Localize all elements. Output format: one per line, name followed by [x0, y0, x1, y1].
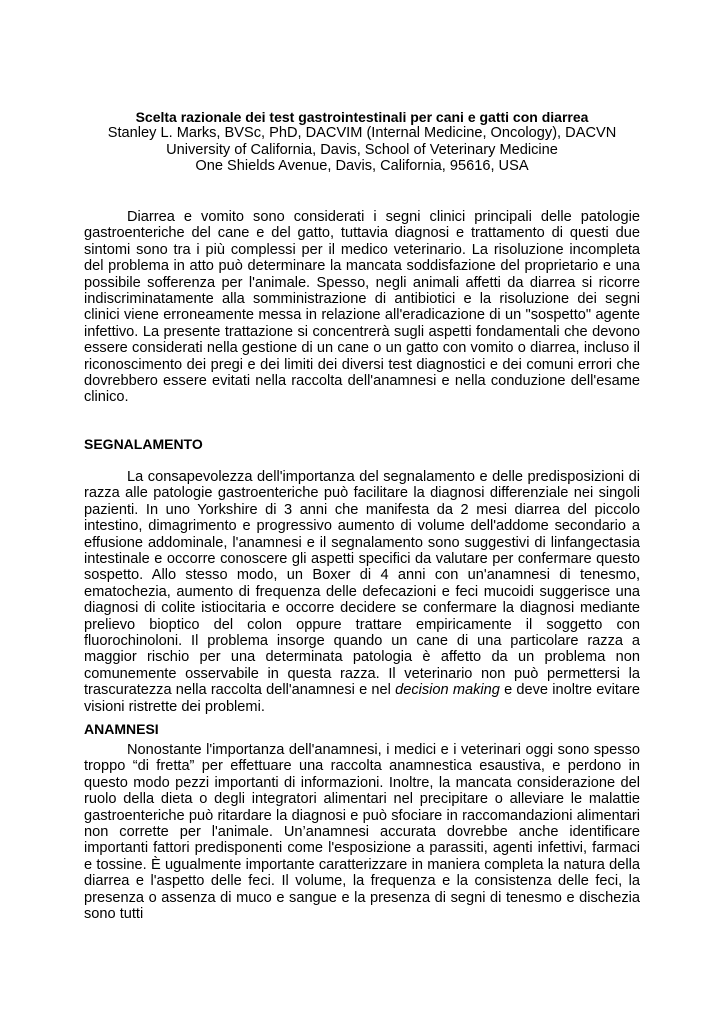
segnalamento-paragraph	[84, 469, 640, 715]
affiliation-line: University of California, Davis, School of Veterinary Medicine	[166, 141, 558, 158]
segnalamento-emphasis: decision making	[395, 682, 500, 699]
address-line: One Shields Avenue, Davis, California, 95616, USA	[195, 158, 529, 175]
anamnesi-paragraph: Nonostante l'importanza dell'anamnesi, i medici e i veterinari oggi sono spesso troppo “di fretta” per effettuare una raccolta anamnestica esaustiva, e perdono in questo modo pezzi importanti di informazioni. Inoltre, la mancata considerazione del ruolo della dieta o degli integratori alimentari nel precipitare o alleviare le malattie gastroenteriche può ritardare la diagnosi e può sfociare in raccomandazioni alimentari non corrette per l'animale. Un’anamnesi accurata dovrebbe anche identificare importanti fattori predisponenti come l'esposizione a parassiti, agenti infettivi, farmaci e tossine. È ugualmente importante caratterizzare in maniera completa la natura della diarrea e l'aspetto delle feci. Il volume, la frequenza e la consistenza delle feci, la presenza o assenza di muco e sangue e la presenza di segni di tenesmo e dischezia sono tutti	[84, 742, 640, 923]
intro-paragraph: Diarrea e vomito sono considerati i segni clinici principali delle patologie gastroenteriche del cane e del gatto, tuttavia diagnosi e trattamento di questi due sintomi sono tra i più complessi per il medico veterinario. La risoluzione incompleta del problema in atto può determinare la mancata soddisfazione del proprietario e una possibile sofferenza per l'animale. Spesso, negli animali affetti da diarrea si ricorre indiscriminatamente alla somministrazione di antibiotici e la risoluzione dei segni clinici viene erroneamente messa in relazione all'eradicazione di un "sospetto" agente infettivo. La presente trattazione si concentrerà sugli aspetti fondamentali che devono essere considerati nella gestione di un cane o un gatto con vomito o diarrea, incluso il riconoscimento dei pregi e dei limiti dei diversi test diagnostici e dei comuni errori che dovrebbero essere evitati nella raccolta dell'anamnesi e nella conduzione dell'esame clinico.	[84, 209, 640, 406]
author-line: Stanley L. Marks, BVSc, PhD, DACVIM (Internal Medicine, Oncology), DACVN	[107, 125, 617, 142]
section-heading-anamnesi: ANAMNESI	[84, 721, 159, 737]
document-header	[84, 109, 640, 175]
section-heading-segnalamento: SEGNALAMENTO	[84, 436, 203, 452]
segnalamento-text-after: e deve inoltre evitare visioni ristrette dei problemi.	[84, 682, 640, 715]
document-title: Scelta razionale dei test gastrointestinali per cani e gatti con diarrea	[135, 109, 589, 125]
segnalamento-text-before: La consapevolezza dell'importanza del segnalamento e delle predisposizioni di razza alle patologie gastroenteriche può facilitare la diagnosi differenziale nei singoli pazienti. In uno Yorkshire di 3 anni che manifesta da 2 mesi diarrea del piccolo intestino, dimagrimento e progressivo aumento di volume dell'addome secondario a effusione addominale, l'anamnesi e il segnalamento sono suggestivi di linfangectasia intestinale e occorre conoscere gli aspetti specifici da valutare per confermare questo sospetto. Allo stesso modo, un Boxer di 4 anni con un'anamnesi di tenesmo, ematochezia, aumento di frequenza delle defecazioni e feci mucoidi suggerisce una diagnosi di colite istiocitaria e occorre decidere se confermare la diagnosi mediante prelievo bioptico del colon oppure trattare empiricamente il soggetto con fluorochinoloni. Il problema insorge quando un cane di una particolare razza a maggior rischio per una determinata patologia è affetto da un problema non comunemente osservabile in questa razza. Il veterinario non può permettersi la trascuratezza nella raccolta dell'anamnesi e nel	[84, 469, 640, 699]
